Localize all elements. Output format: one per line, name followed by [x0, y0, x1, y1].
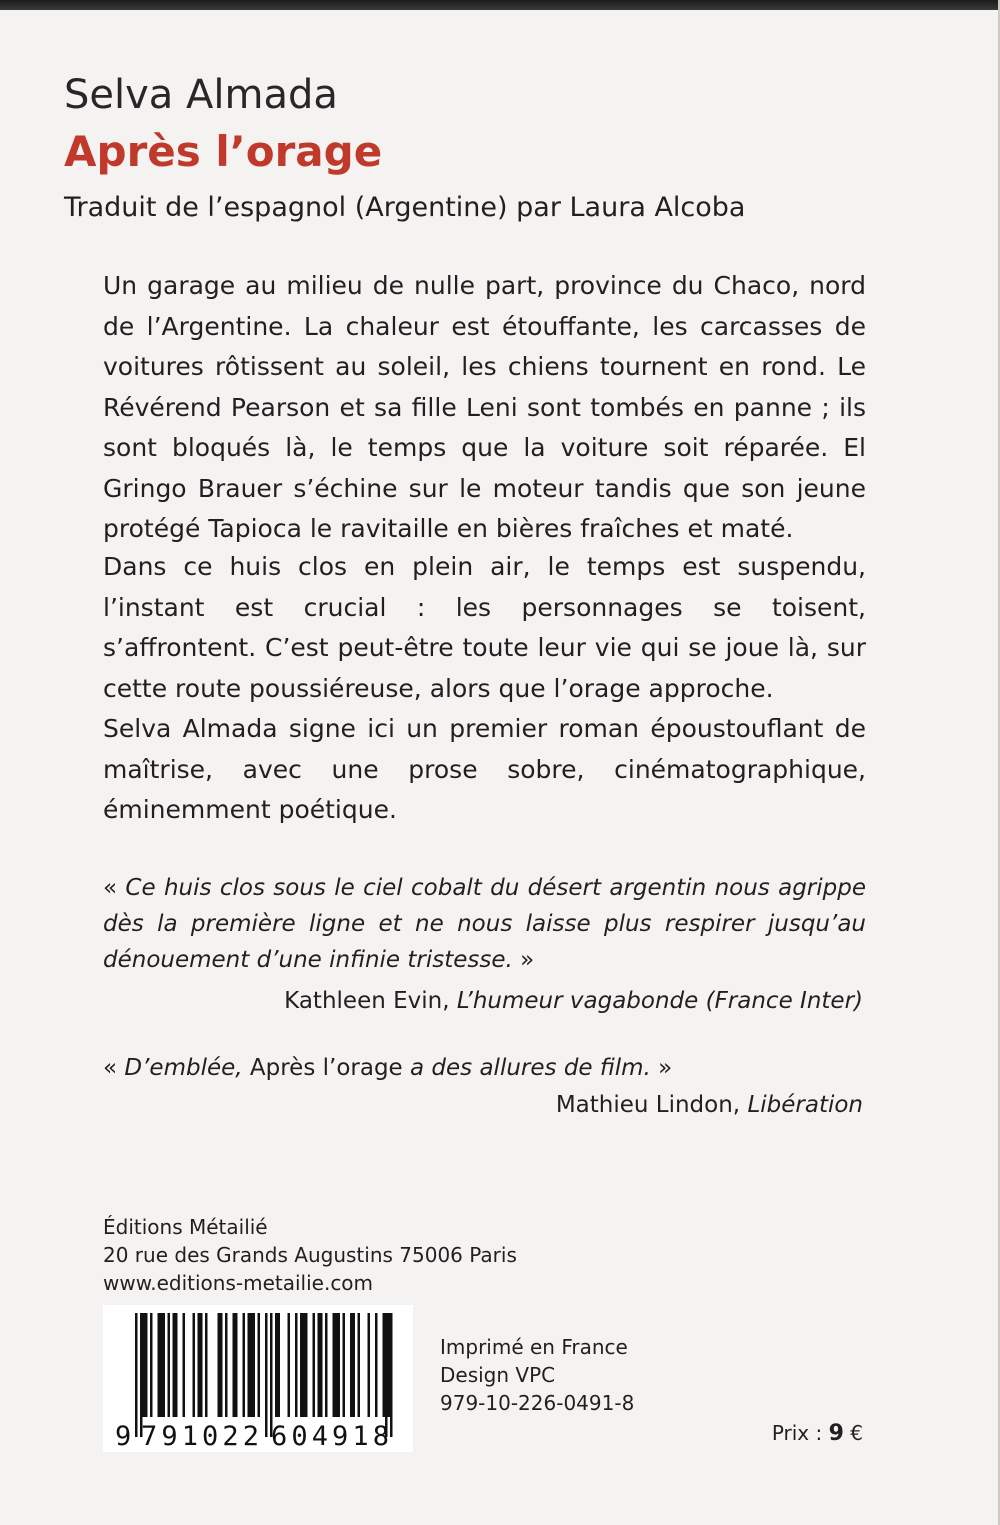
barcode-bar [313, 1313, 316, 1417]
quote-open-mark: « [103, 875, 126, 901]
translator-credit: Traduit de l’espagnol (Argentine) par Laura Alcoba [64, 192, 746, 223]
quote-text: Ce huis clos sous le ciel cobalt du désert argentin nous agrippe dès la première ligne et ne nous laisse plus respirer jusqu’au dénouement d’une infinie tristesse. [103, 875, 867, 973]
press-quote-2 [103, 1050, 866, 1086]
barcode-bar [225, 1313, 228, 1417]
quote-author: Mathieu Lindon, [555, 1092, 748, 1118]
price [772, 1419, 863, 1448]
author-name: Selva Almada [64, 72, 338, 118]
barcode-bar [158, 1313, 166, 1417]
barcode-bar [318, 1313, 323, 1417]
barcode-bar [183, 1313, 186, 1417]
barcode-bar [193, 1313, 196, 1417]
barcode-bars [103, 1305, 413, 1452]
barcode-bar [368, 1313, 371, 1417]
book-top-edge [0, 0, 1000, 10]
barcode-bar [243, 1313, 246, 1417]
barcode-bar [325, 1313, 328, 1417]
quote-close-mark: » [650, 1055, 673, 1081]
barcode-bar [205, 1313, 208, 1417]
summary-paragraph-1: Un garage au milieu de nulle part, province du Chaco, nord de l’Argentine. La chaleur est étouffante, les carcasses de voitures rôtissent au soleil, les chiens tournent en rond. Le Révérend Pearson et sa fille Leni sont tombés en panne ; ils sont bloqués là, le temps que la voiture soit réparée. El Gringo Brauer s’échine sur le moteur tandis que son jeune protégé Tapioca le ravitaille en bières fraîches et maté. [103, 271, 866, 543]
barcode-bar [295, 1313, 298, 1417]
barcode-bar [275, 1313, 280, 1417]
barcode-group-1: 791022 [141, 1421, 259, 1452]
publisher-website: www.editions-metailie.com [103, 1271, 374, 1295]
press-quote-2-attribution [556, 1087, 863, 1123]
book-title: Après l’orage [64, 127, 383, 176]
barcode-bar [288, 1313, 291, 1417]
barcode-bar [233, 1313, 238, 1417]
barcode-bar [150, 1313, 153, 1417]
quote-text-c: a des allures de film. [402, 1055, 651, 1081]
barcode-guard-bar [390, 1313, 393, 1437]
barcode-bar [198, 1313, 203, 1417]
barcode-bar [375, 1313, 378, 1417]
barcode-bar [218, 1313, 223, 1417]
barcode-guard-bar [265, 1313, 268, 1437]
summary-paragraph-3: Selva Almada signe ici un premier roman époustouflant de maîtrise, avec une prose sobre, cinématographique, éminemment poétique. [103, 714, 866, 824]
quote-book-title: Après l’orage [249, 1055, 403, 1081]
quote-close-mark: » [512, 947, 535, 973]
barcode-bar [333, 1313, 341, 1417]
barcode-bar [143, 1313, 148, 1417]
quote-open-mark: « [103, 1055, 125, 1081]
price-value: 9 [828, 1421, 844, 1446]
publisher-name: Éditions Métailié [103, 1215, 268, 1239]
press-quote-1 [103, 870, 866, 978]
barcode-bar [343, 1313, 346, 1417]
barcode-bar [248, 1313, 256, 1417]
quote-source: Libération [747, 1092, 863, 1118]
barcode-guard-bar [135, 1313, 138, 1437]
barcode-bar [173, 1313, 178, 1417]
press-quote-1-attribution [284, 983, 863, 1019]
isbn-barcode [103, 1305, 413, 1452]
barcode-bar [358, 1313, 361, 1417]
summary-paragraph-2: Dans ce huis clos en plein air, le temps est suspendu, l’instant est crucial : les personnages se toisent, s’affrontent. C’est peut-être toute leur vie qui se joue là, sur cette route poussiéreuse, alors que l’orage approche. [103, 552, 866, 703]
barcode-bar [383, 1313, 386, 1417]
barcode-guard-bar [270, 1313, 273, 1437]
price-currency: € [843, 1421, 863, 1445]
quote-source: L’humeur vagabonde (France Inter) [456, 988, 863, 1014]
barcode-group-2: 604918 [271, 1421, 389, 1452]
quote-author: Kathleen Evin, [284, 988, 457, 1014]
price-label: Prix : [771, 1421, 829, 1445]
barcode-lead-digit: 9 [115, 1421, 132, 1452]
publisher-address: 20 rue des Grands Augustins 75006 Paris [103, 1243, 517, 1267]
barcode-bar [168, 1313, 171, 1417]
barcode-guard-bar [385, 1313, 388, 1437]
design-credit: Design VPC [440, 1363, 556, 1387]
barcode-bar [300, 1313, 308, 1417]
isbn-number: 979-10-226-0491-8 [440, 1391, 635, 1415]
printed-in: Imprimé en France [440, 1335, 628, 1359]
barcode-bar [258, 1313, 261, 1417]
barcode-guard-bar [140, 1313, 143, 1437]
quote-text-a: D’emblée, [124, 1055, 250, 1081]
barcode-bar [350, 1313, 355, 1417]
